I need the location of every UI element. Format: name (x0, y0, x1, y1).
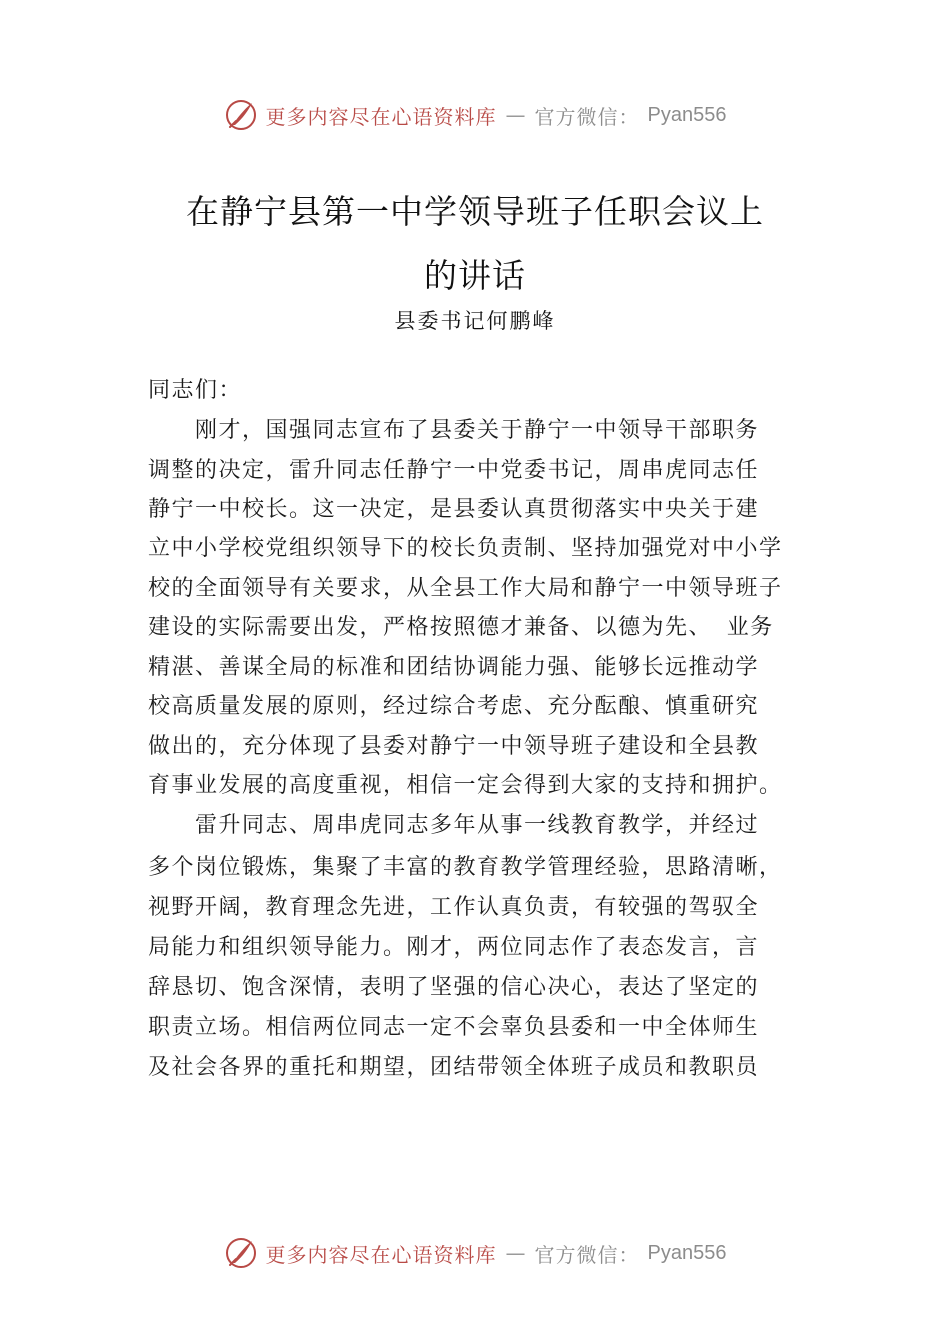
body-line: 多个岗位锻炼，集聚了丰富的教育教学管理经验，思路清晰， (148, 855, 783, 880)
banner-separator: — (505, 103, 526, 127)
body-line: 静宁一中校长。这一决定，是县委认真贯彻落实中央关于建 (148, 497, 760, 522)
document-author: 县委书记何鹏峰 (394, 309, 556, 333)
footer-banner (0, 1233, 950, 1273)
body-line: 职责立场。相信两位同志一定不会辜负县委和一中全体师生 (148, 1015, 760, 1040)
body-line: 及社会各界的重托和期望，团结带领全体班子成员和教职员 (148, 1055, 760, 1080)
body-line: 视野开阔，教育理念先进，工作认真负责，有较强的驾驭全 (148, 895, 760, 920)
banner-wechat-id: Pyan556 (647, 1241, 727, 1264)
quill-logo-icon (224, 98, 258, 132)
banner-main-text: 更多内容尽在心语资料库 (265, 1242, 497, 1267)
salutation: 同志们： (148, 378, 243, 403)
banner-wechat-id: Pyan556 (647, 103, 727, 126)
body-line: 雷升同志、周串虎同志多年从事一线教育教学，并经过 (148, 813, 760, 838)
body-line: 育事业发展的高度重视，相信一定会得到大家的支持和拥护。 (148, 773, 783, 798)
body-line: 校高质量发展的原则，经过综合考虑、充分酝酿、慎重研究 (148, 694, 760, 719)
banner-wechat-label: 官方微信： (534, 104, 640, 129)
document-title-line-1: 在静宁县第一中学领导班子任职会议上 (186, 192, 764, 231)
body-line: 建设的实际需要出发，严格按照德才兼备、以德为先、 业务 (148, 615, 774, 640)
banner-wechat-label: 官方微信： (534, 1242, 640, 1267)
body-line: 精湛、善谋全局的标准和团结协调能力强、能够长远推动学 (148, 655, 760, 680)
body-line: 刚才，国强同志宣布了县委关于静宁一中领导干部职务 (148, 418, 760, 443)
body-line: 做出的，充分体现了县委对静宁一中领导班子建设和全县教 (148, 734, 760, 759)
body-line: 校的全面领导有关要求，从全县工作大局和静宁一中领导班子 (148, 576, 783, 601)
document-title-line-2: 的讲话 (424, 256, 526, 295)
header-banner (0, 95, 950, 135)
body-line: 调整的决定，雷升同志任静宁一中党委书记，周串虎同志任 (148, 458, 760, 483)
quill-logo-icon (224, 1236, 258, 1270)
banner-main-text: 更多内容尽在心语资料库 (265, 104, 497, 129)
banner-separator: — (505, 1241, 526, 1265)
body-line: 局能力和组织领导能力。刚才，两位同志作了表态发言，言 (148, 935, 760, 960)
body-line: 辞恳切、饱含深情，表明了坚强的信心决心，表达了坚定的 (148, 975, 760, 1000)
body-line: 立中小学校党组织领导下的校长负责制、坚持加强党对中小学 (148, 536, 783, 561)
